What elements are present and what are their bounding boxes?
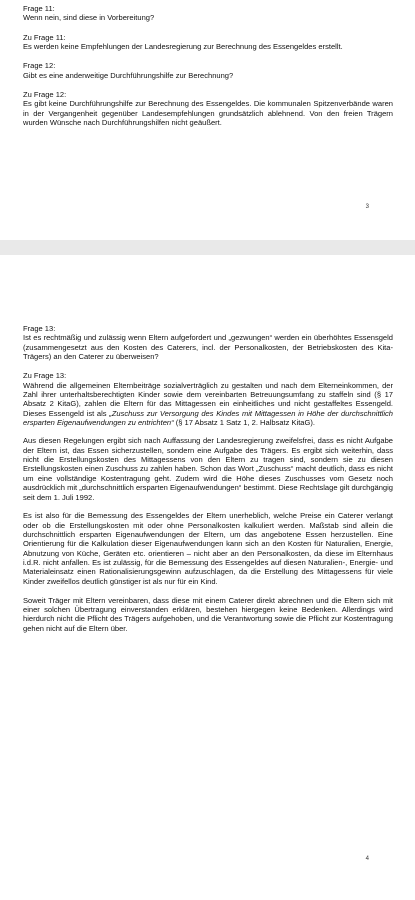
answer-12-label: Zu Frage 12: (23, 90, 67, 100)
answer-12 (23, 90, 393, 127)
answer-11 (23, 33, 393, 52)
answer-12-text: Es gibt keine Durchführungshilfe zur Berechnung des Essengeldes. Die kommunalen Spitzenverbände waren in der Vergangenheit gegenüber Landesempfehlungen grundsätzlich ablehnend. Von den freien Trägern wurden Wünsche nach Durchführungshilfen nicht geäußert. (23, 99, 393, 128)
question-13-label: Frage 13: (23, 324, 56, 333)
answer-13-p1-end: (§ 17 Absatz 1 Satz 1, 2. Halbsatz KitaG). (173, 418, 315, 428)
page-number: 4 (365, 856, 369, 862)
document-page-3 (0, 0, 415, 240)
question-13 (23, 324, 393, 361)
question-12-label: Frage 12: (23, 61, 56, 71)
question-11 (23, 4, 393, 23)
question-12 (23, 61, 393, 80)
answer-11-label: Zu Frage 11: (23, 32, 66, 42)
answer-13-paragraph-1 (23, 381, 393, 428)
answer-13-p1-quote: „Zuschuss zur Versorgung des Kindes mit Mittagessen in Höhe der durchschnittlich ersparten Eigenaufwendungen zu entrichten“ (23, 408, 393, 428)
question-13-text: Ist es rechtmäßig und zulässig wenn Eltern aufgefordert und „gezwungen“ werden ein überhöhtes Essensgeld (zusammengesetzt aus den Kosten des Caterers, incl. der Personalkosten, der Betriebskosten des Kita-Trägers) an den Caterer zu überweisen? (23, 333, 393, 362)
answer-13-paragraph-4: Soweit Träger mit Eltern vereinbaren, dass diese mit einem Caterer direkt abrechnen und die Eltern sich mit einer solchen Übertragung einverstanden erklären, bestehen hiergegen keine Bedenken. Allerdings wird hierdurch nicht die Pflicht des Trägers aufgehoben, und die Verantwortung sowie die Pflicht zur Kostentragung gehen nicht auf die Eltern über. (23, 595, 393, 633)
answer-13-p1-start: Während die allgemeinen Elternbeiträge sozialverträglich zu gestalten und nach dem Elterneinkommen, der Zahl ihrer unterhaltsberechtigten Kinder sowie dem vereinbarten Betreuungsumfang zu staffeln sind (§ 17 Absatz 2 KitaG), zahlen die Eltern für das Mittagessen ein einheitliches und nicht gestaffeltes Essengeld. Dieses Essengeld ist als (23, 380, 393, 418)
question-11-label: Frage 11: (23, 4, 55, 13)
answer-13-paragraph-2: Aus diesen Regelungen ergibt sich nach Auffassung der Landesregierung zweifelsfrei, dass es nicht Aufgabe der Eltern ist, das Essen sicherzustellen, sondern eine Aufgabe des Trägers. Es ergibt sich weiterhin, dass nicht die Erstellungskosten des Mittagessens von den Eltern zu tragen sind, sondern sie zu diesen Erstellungskosten einen Zuschuss zu zahlen haben. Schon das Wort „Zuschuss“ macht deutlich, dass es nicht um eine vollständige Kostentragung geht. Zudem wird die Höhe dieses Zuschusses vom Gesetz noch ausdrücklich mit „durchschnittlich ersparten Eigenaufwendungen“ bestimmt. Diese Rechtslage gilt durchgängig seit dem 1. Juli 1992. (23, 436, 393, 502)
page-number: 3 (365, 204, 369, 210)
answer-13-paragraph-3: Es ist also für die Bemessung des Essengeldes der Eltern unerheblich, welche Preise ein Caterer verlangt oder ob die Erstellungskosten mit oder ohne Personalkosten kalkuliert werden. Maßstab sind allein die durchschnittlich ersparten Eigenaufwendungen der Eltern, um das angebotene Essen herzustellen. Eine Orientierung für die Kalkulation dieser Eigenaufwendungen kann sich an den Kosten für Naturalien, Energie, Abnutzung von Küche, Geräten etc. orientieren – nicht aber an den Personalkosten, da diese im Elternhaus i.d.R. nicht anfallen. Es ist zulässig, für die Bemessung des Essengeldes auf diesen Naturalien-, Energie- und Materialeinsatz einen Rationalisierungsgewinn aufzuschlagen, da die Erstellung des Mittagessens für viele Kinder zweifellos deutlich günstiger ist als nur für ein Kind. (23, 511, 393, 586)
answer-11-text: Es werden keine Empfehlungen der Landesregierung zur Berechnung des Essengeldes erstellt. (23, 42, 343, 52)
answer-13-label: Zu Frage 13: (23, 371, 67, 381)
question-11-text: Wenn nein, sind diese in Vorbereitung? (23, 13, 155, 23)
document-page-4 (0, 255, 415, 900)
question-12-text: Gibt es eine anderweitige Durchführungshilfe zur Berechnung? (23, 70, 234, 80)
answer-13 (23, 371, 393, 427)
